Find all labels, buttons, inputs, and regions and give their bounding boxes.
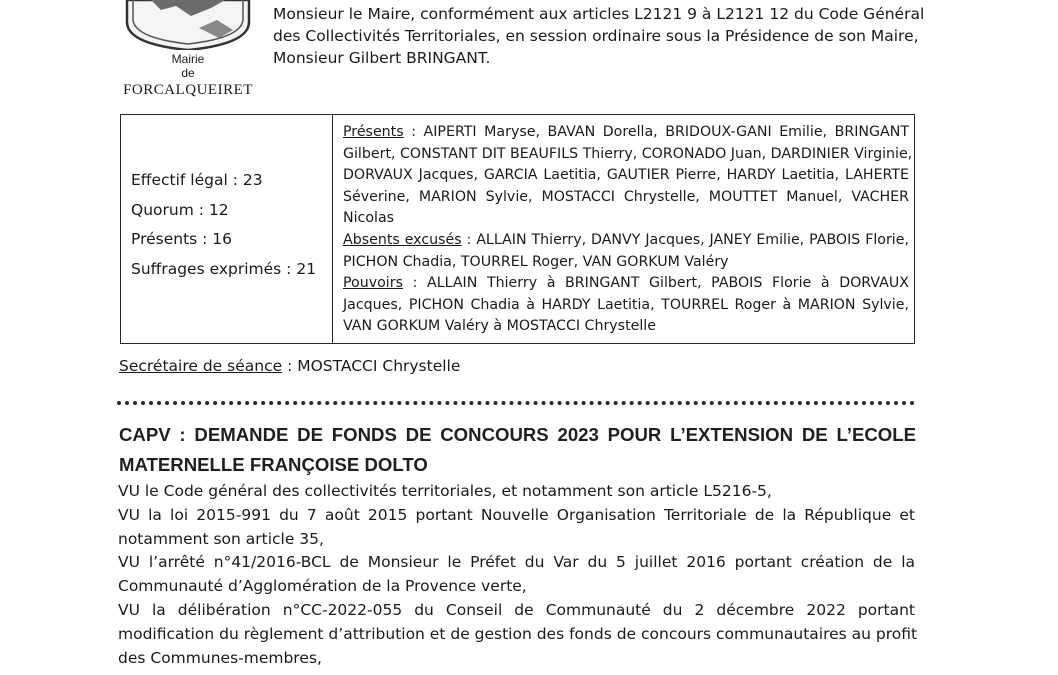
stat-quorum: Quorum : 12 bbox=[131, 200, 229, 219]
body-line: VU le Code général des collectivités territoriales, et notamment son article L5216-5, bbox=[118, 482, 772, 500]
secretary-line bbox=[119, 357, 460, 375]
intro-line: Monsieur Gilbert BRINGANT. bbox=[273, 49, 491, 67]
dotted-divider bbox=[117, 401, 915, 405]
presents-line: Nicolas bbox=[343, 210, 395, 227]
attendance-table bbox=[120, 114, 915, 344]
body-line: VU l’arrêté n°41/2016-BCL de Monsieur le Préfet du Var du 5 juillet 2016 portant création de la bbox=[118, 553, 915, 572]
pouvoirs-label: Pouvoirs bbox=[343, 275, 403, 292]
stat-suffrages: Suffrages exprimés : 21 bbox=[131, 259, 317, 278]
secretary-label: Secrétaire de séance bbox=[119, 357, 283, 375]
attendance-stats bbox=[121, 115, 333, 343]
pouvoirs-line: Jacques, PICHON Chadia à HARDY Laetitia, TOURREL Roger à MARION Sylvie, bbox=[343, 296, 909, 313]
absents-line: Absents excusés : ALLAIN Thierry, DANVY Jacques, JANEY Emilie, PABOIS Florie, bbox=[343, 231, 909, 248]
commune-name: FORCALQUEIRET bbox=[123, 82, 253, 98]
absents-label: Absents excusés bbox=[343, 231, 462, 248]
body-line: modification du règlement d’attribution et de gestion des fonds de concours communautaires au profit bbox=[118, 624, 918, 643]
coat-of-arms-icon bbox=[121, 0, 255, 50]
title-line: MATERNELLE FRANÇOISE DOLTO bbox=[119, 454, 428, 475]
secretary-value: : MOSTACCI Chrystelle bbox=[282, 357, 461, 375]
stat-presents: Présents : 16 bbox=[131, 230, 233, 248]
body-line: Communauté d’Agglomération de la Provence verte, bbox=[118, 577, 527, 596]
intro-line: des Collectivités Territoriales, en session ordinaire sous la Présidence de son Maire, bbox=[273, 27, 919, 45]
presents-line: Présents : AIPERTI Maryse, BAVAN Dorella, BRIDOUX-GANI Emilie, BRINGANT bbox=[343, 124, 909, 140]
pouvoirs-line: Pouvoirs : ALLAIN Thierry à BRINGANT Gilbert, PABOIS Florie à DORVAUX bbox=[343, 275, 909, 292]
body-line: notamment son article 35, bbox=[118, 529, 324, 548]
deliberation-title bbox=[119, 420, 916, 480]
attendance-list bbox=[343, 122, 913, 338]
body-line: VU la délibération n°CC-2022-055 du Conseil de Communauté du 2 décembre 2022 portant bbox=[118, 600, 915, 619]
mairie-label: Mairie de bbox=[171, 52, 205, 80]
body-line: VU la loi 2015-991 du 7 août 2015 portant Nouvelle Organisation Territoriale de la République et bbox=[118, 505, 915, 524]
presents-label: Présents bbox=[343, 124, 404, 140]
presents-line: Séverine, MARION Sylvie, MOSTACCI Chrystelle, MOUTTET Manuel, VACHER bbox=[343, 188, 909, 205]
presents-line: DORVAUX Jacques, GARCIA Laetitia, GAUTIER Pierre, HARDY Laetitia, LAHERTE bbox=[343, 167, 909, 184]
body-line: des Communes-membres, bbox=[118, 648, 322, 667]
intro-line: Monsieur le Maire, conformément aux articles L2121 9 à L2121 12 du Code Général bbox=[273, 5, 925, 23]
presents-line: Gilbert, CONSTANT DIT BEAUFILS Thierry, CORONADO Juan, DARDINIER Virginie, bbox=[343, 145, 913, 162]
intro-paragraph bbox=[273, 3, 923, 69]
deliberation-body bbox=[118, 480, 918, 670]
pouvoirs-line: VAN GORKUM Valéry à MOSTACCI Chrystelle bbox=[343, 318, 656, 335]
stat-effectif: Effectif légal : 23 bbox=[131, 171, 263, 189]
absents-line: PICHON Chadia, TOURREL Roger, VAN GORKUM Valéry bbox=[343, 253, 729, 270]
title-line: CAPV : DEMANDE DE FONDS DE CONCOURS 2023 POUR L’EXTENSION DE L’ECOLE bbox=[119, 424, 916, 445]
